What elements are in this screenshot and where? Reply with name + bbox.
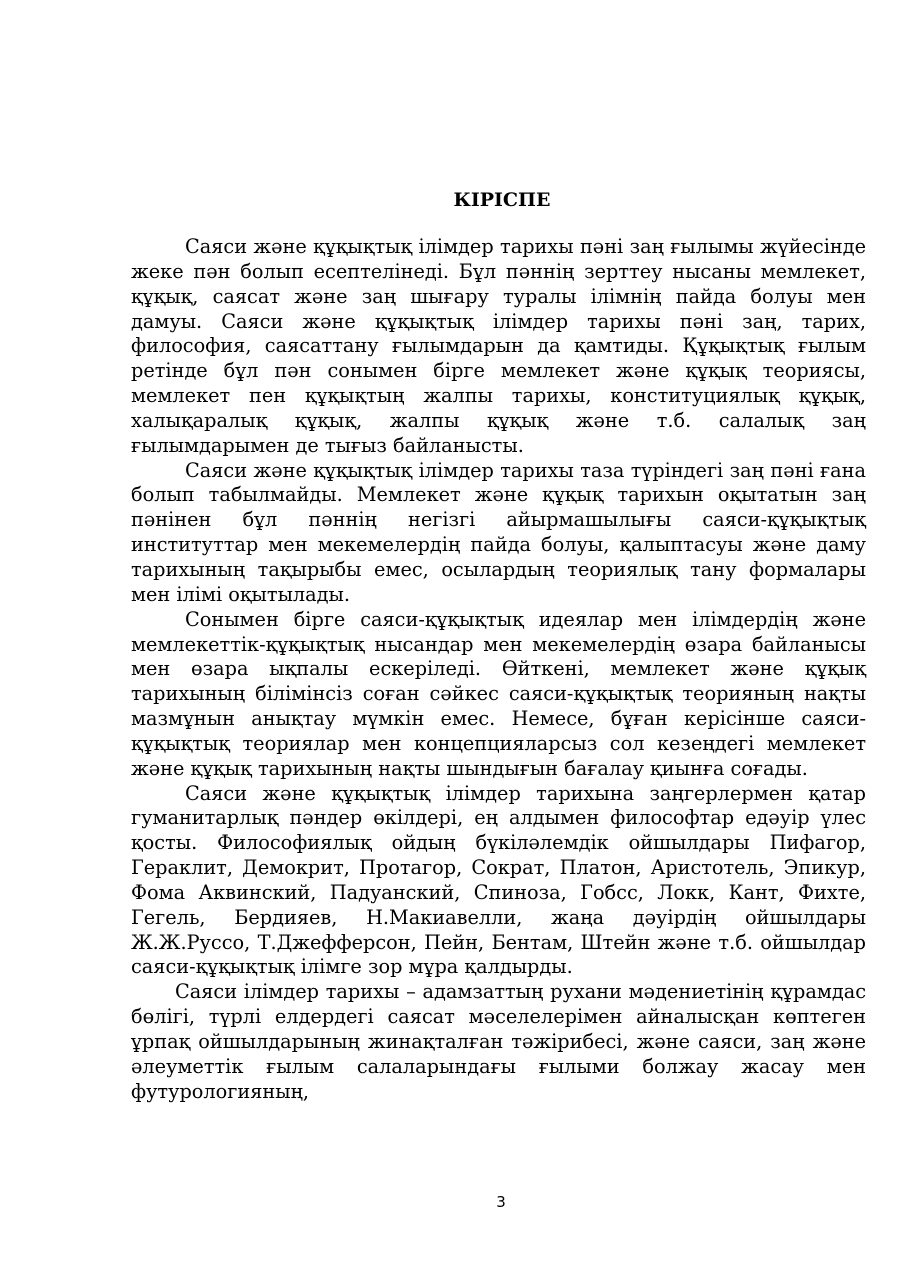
page-number: 3 xyxy=(496,1193,506,1211)
paragraph: Саяси және құқықтық ілімдер тарихы пәні заң ғылымы жүйесінде жеке пән болып есептелінеді. Бұл пәннің зерттеу нысаны мемлекет, құқық, саясат және заң шығару туралы ілімнің пайда болуы мен дамуы. Саяси және құқықтық ілімдер тарихы пәні заң, тарих, философия, саясаттану ғылымдарын да қамтиды. Құқықтық ғылым ретінде бұл пән сонымен бірге мемлекет және құқық теориясы, мемлекет пен құқықтың жалпы тарихы, конституциялық құқық, халықаралық құқық, жалпы құқық және т.б. салалық заң ғылымдарымен де тығыз байланысты. xyxy=(131,235,866,457)
paragraph: Сонымен бірге саяси-құқықтық идеялар мен ілімдердің және мемлекеттік-құқықтық нысандар мен мекемелердің өзара байланысы мен өзара ықпалы ескеріледі. Өйткені, мемлекет және құқық тарихының білімінсіз соған сәйкес саяси-құқықтық теорияның нақты мазмұнын анықтау мүмкін емес. Немесе, бұған керісінше саяси-құқықтық теориялар мен концепцияларсыз сол кезеңдегі мемлекет және құқық тарихының нақты шындығын бағалау қиынға соғады. xyxy=(131,607,866,780)
paragraph: Саяси ілімдер тарихы – адамзаттың рухани мәдениетінің құрамдас бөлігі, түрлі елдердегі саясат мәселелерімен айналысқан көптеген ұрпақ ойшылдарының жинақталған тәжірибесі, және саяси, заң және әлеуметтік ғылым салаларындағы ғылыми болжау жасау мен футурологияның, xyxy=(131,980,866,1103)
paragraph: Саяси және құқықтық ілімдер тарихы таза түріндегі заң пәні ғана болып табылмайды. Мемлекет және құқық тарихын оқытатын заң пәнінен бұл пәннің негізгі айырмашылығы саяси-құқықтық институттар мен мекемелердің пайда болуы, қалыптасуы және даму тарихының тақырыбы емес, осылардың теориялық тану формалары мен ілімі оқытылады. xyxy=(131,458,866,606)
page-title: КІРІСПЕ xyxy=(453,189,551,211)
paragraph: Саяси және құқықтық ілімдер тарихына заңгерлермен қатар гуманитарлық пәндер өкілдері, ең алдымен философтар едәуір үлес қосты. Философиялық ойдың бүкіләлемдік ойшылдары Пифагор, Гераклит, Демокрит, Протагор, Сократ, Платон, Аристотель, Эпикур, Фома Аквинский, Падуанский, Спиноза, Гобсс, Локк, Кант, Фихте, Гегель, Бердияев, Н.Макиавелли, жаңа дәуірдің ойшылдары Ж.Ж.Руссо, Т.Джефферсон, Пейн, Бентам, Штейн және т.б. ойшылдар саяси-құқықтық ілімге зор мұра қалдырды. xyxy=(131,781,866,979)
document-body xyxy=(131,235,866,1105)
